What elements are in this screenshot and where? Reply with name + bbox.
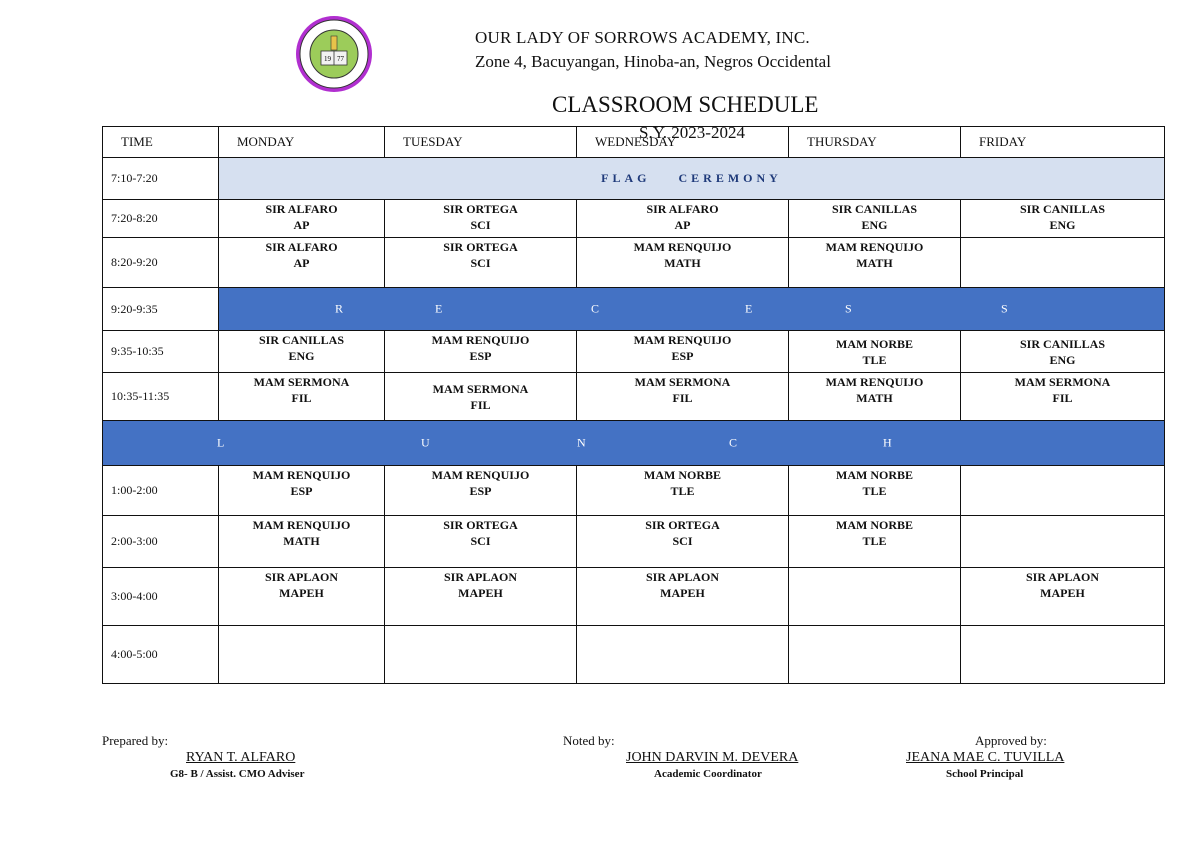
lunch-letter: C	[729, 435, 738, 450]
table-row	[103, 288, 1165, 331]
table-row	[103, 568, 1165, 626]
header-row	[103, 127, 1165, 158]
approved-by-name: JEANA MAE C. TUVILLA	[906, 750, 1065, 765]
table-row	[103, 373, 1165, 421]
recess-band	[219, 288, 1165, 331]
schedule-cell: SIR ORTEGA SCI	[385, 200, 577, 238]
schedule-cell: MAM NORBE TLE	[577, 466, 789, 516]
school-logo	[290, 14, 378, 94]
recess-letter: R	[335, 301, 344, 316]
schedule-cell: MAM NORBE TLE	[789, 466, 961, 516]
table-row	[103, 516, 1165, 568]
empty-cell	[789, 626, 961, 684]
empty-cell	[961, 626, 1165, 684]
schedule-cell: MAM RENQUIJO MATH	[577, 238, 789, 288]
schedule-cell: MAM RENQUIJO ESP	[385, 331, 577, 373]
schedule-cell: MAM RENQUIJO MATH	[789, 238, 961, 288]
schedule-cell: SIR APLAON MAPEH	[961, 568, 1165, 626]
school-name: OUR LADY OF SORROWS ACADEMY, INC.	[475, 28, 810, 47]
prepared-by-name: RYAN T. ALFARO	[186, 750, 296, 765]
time-cell: 7:20-8:20	[103, 200, 219, 238]
col-header-tuesday: TUESDAY	[385, 127, 577, 158]
table-row	[103, 200, 1165, 238]
prepared-by-role: G8- B / Assist. CMO Adviser	[170, 768, 305, 780]
schedule-cell: SIR CANILLAS ENG	[961, 200, 1165, 238]
schedule-cell: MAM NORBE TLE	[789, 331, 961, 373]
empty-cell	[219, 626, 385, 684]
schedule-cell: MAM RENQUIJO MATH	[789, 373, 961, 421]
schedule-table	[102, 123, 1165, 684]
time-cell: 10:35-11:35	[103, 373, 219, 421]
lunch-letter: N	[577, 435, 586, 450]
time-cell: 7:10-7:20	[103, 158, 219, 200]
schedule-cell: MAM SERMONA FIL	[577, 373, 789, 421]
col-header-friday: FRIDAY	[961, 127, 1165, 158]
col-header-wednesday: WEDNESDAY S.Y. 2023-2024	[577, 127, 789, 158]
time-cell: 8:20-9:20	[103, 238, 219, 288]
time-cell: 9:35-10:35	[103, 331, 219, 373]
recess-letter: S	[1001, 301, 1008, 316]
empty-cell	[961, 238, 1165, 288]
schedule-cell: MAM SERMONA FIL	[385, 373, 577, 421]
flag-ceremony-band: FLAG CEREMONY	[219, 158, 1165, 200]
schedule-cell: MAM NORBE TLE	[789, 516, 961, 568]
school-address: Zone 4, Bacuyangan, Hinoba-an, Negros Occidental	[475, 52, 831, 71]
recess-letter: E	[435, 301, 443, 316]
schedule-cell: SIR APLAON MAPEH	[577, 568, 789, 626]
approved-by-role: School Principal	[946, 768, 1024, 780]
schedule-cell: SIR ORTEGA SCI	[577, 516, 789, 568]
school-year: S.Y. 2023-2024	[639, 123, 745, 142]
time-cell: 1:00-2:00	[103, 466, 219, 516]
schedule-cell: MAM RENQUIJO ESP	[385, 466, 577, 516]
col-header-time: TIME	[103, 127, 219, 158]
schedule-cell: SIR APLAON MAPEH	[219, 568, 385, 626]
lunch-letter: L	[217, 435, 225, 450]
schedule-cell: SIR CANILLAS ENG	[219, 331, 385, 373]
schedule-cell: SIR ORTEGA SCI	[385, 516, 577, 568]
lunch-letter: U	[421, 435, 430, 450]
table-row	[103, 626, 1165, 684]
table-row	[103, 466, 1165, 516]
schedule-cell: MAM RENQUIJO ESP	[219, 466, 385, 516]
noted-by-name: JOHN DARVIN M. DEVERA	[626, 750, 799, 765]
recess-letter: C	[591, 301, 600, 316]
empty-cell	[385, 626, 577, 684]
lunch-band	[103, 421, 1165, 466]
empty-cell	[961, 466, 1165, 516]
logo-year-right: 77	[337, 55, 344, 63]
recess-letter: E	[745, 301, 753, 316]
schedule-cell: MAM RENQUIJO MATH	[219, 516, 385, 568]
table-row	[103, 238, 1165, 288]
schedule-cell: MAM SERMONA FIL	[961, 373, 1165, 421]
schedule-cell: MAM SERMONA FIL	[219, 373, 385, 421]
lunch-letter: H	[883, 435, 892, 450]
logo-year-left: 19	[324, 55, 331, 63]
schedule-cell: SIR ALFARO AP	[219, 200, 385, 238]
noted-by-label: Noted by:	[563, 733, 615, 748]
time-cell: 3:00-4:00	[103, 568, 219, 626]
schedule-cell: SIR CANILLAS ENG	[961, 331, 1165, 373]
schedule-cell: MAM RENQUIJO ESP	[577, 331, 789, 373]
empty-cell	[577, 626, 789, 684]
table-row	[103, 158, 1165, 200]
recess-letter: S	[845, 301, 852, 316]
approved-by-label: Approved by:	[975, 733, 1047, 748]
time-cell: 2:00-3:00	[103, 516, 219, 568]
empty-cell	[789, 568, 961, 626]
empty-cell	[961, 516, 1165, 568]
schedule-cell: SIR ALFARO AP	[577, 200, 789, 238]
col-header-monday: MONDAY	[219, 127, 385, 158]
schedule-cell: SIR CANILLAS ENG	[789, 200, 961, 238]
table-row	[103, 331, 1165, 373]
schedule-cell: SIR APLAON MAPEH	[385, 568, 577, 626]
noted-by-role: Academic Coordinator	[654, 768, 762, 780]
document-title: CLASSROOM SCHEDULE	[552, 92, 819, 117]
schedule-cell: SIR ALFARO AP	[219, 238, 385, 288]
schedule-cell: SIR ORTEGA SCI	[385, 238, 577, 288]
time-cell: 9:20-9:35	[103, 288, 219, 331]
col-header-thursday: THURSDAY	[789, 127, 961, 158]
time-cell: 4:00-5:00	[103, 626, 219, 684]
prepared-by-label: Prepared by:	[102, 733, 169, 748]
table-row	[103, 421, 1165, 466]
